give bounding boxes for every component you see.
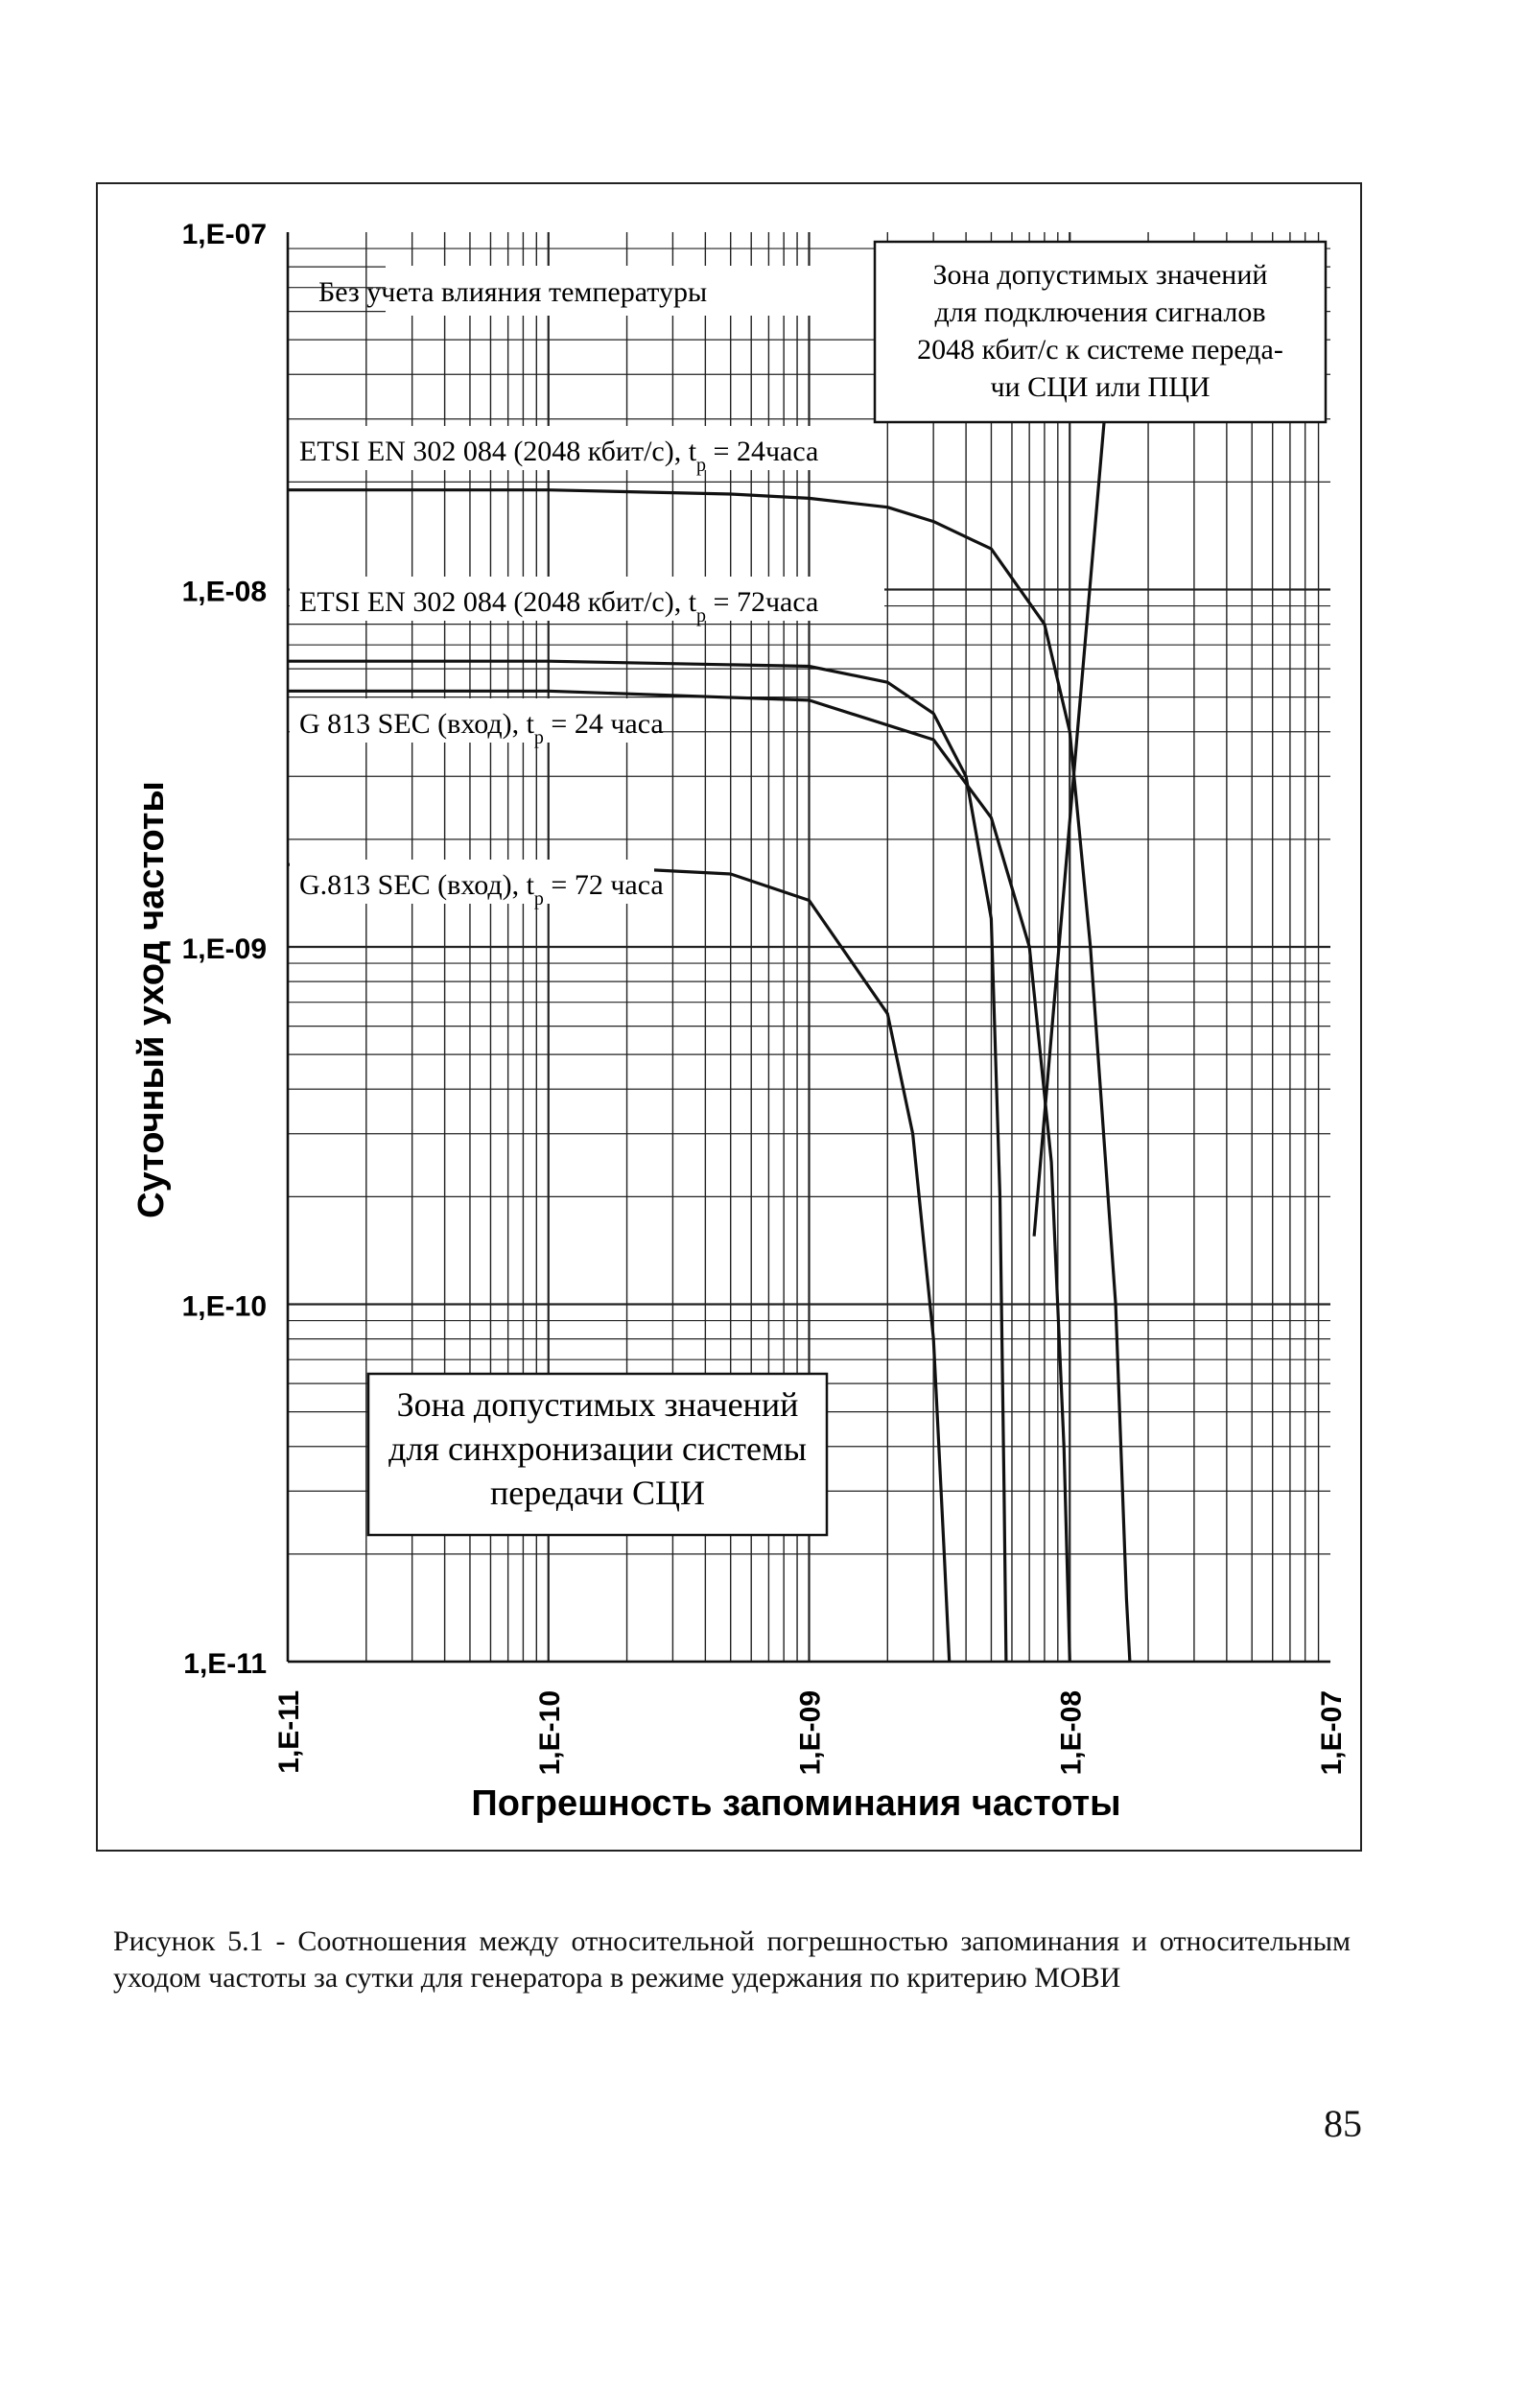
no-temp-note: Без учета влияния температуры <box>318 276 708 308</box>
y-tick-label: 1,E-10 <box>181 1290 267 1323</box>
curve-label: ETSI EN 302 084 (2048 кбит/с), $t_p$ = 24часа <box>299 436 819 476</box>
zone-top-line: Зона допустимых значений <box>932 259 1268 291</box>
y-tick-label: 1,E-08 <box>181 576 267 608</box>
curve-label: ETSI EN 302 084 (2048 кбит/с), $t_p$ = 72часа <box>299 586 819 626</box>
zone-top-line: для подключения сигналов <box>934 296 1266 328</box>
zone-bottom-line: Зона допустимых значений <box>396 1385 799 1424</box>
series-line-4 <box>288 864 950 1662</box>
x-tick-label: 1,E-10 <box>533 1690 566 1776</box>
y-tick-label: 1,E-11 <box>183 1648 267 1680</box>
y-axis-title: Суточный уход частоты <box>131 781 172 1218</box>
x-tick-label: 1,E-11 <box>273 1690 305 1774</box>
figure-caption: Рисунок 5.1 - Соотношения между относительной погрешностью запоминания и относительным уходом частоты за сутки для генератора в режиме удержания по критерию МОВИ <box>113 1925 1351 1994</box>
zone-bottom-line: для синхронизации системы <box>388 1429 807 1468</box>
y-tick-label: 1,E-09 <box>181 933 267 965</box>
x-tick-label: 1,E-08 <box>1055 1690 1088 1776</box>
chart <box>98 184 1360 1850</box>
y-tick-label: 1,E-07 <box>181 219 267 250</box>
page-number: 85 <box>1324 2102 1362 2145</box>
zone-top-line: 2048 кбит/с к системе переда- <box>917 334 1283 366</box>
x-tick-label: 1,E-07 <box>1316 1690 1348 1776</box>
x-tick-label: 1,E-09 <box>794 1690 827 1776</box>
series-line-5 <box>1034 288 1116 1237</box>
x-axis-title: Погрешность запоминания частоты <box>471 1783 1121 1824</box>
figure-frame <box>96 182 1362 1852</box>
zone-bottom-line: передачи СЦИ <box>490 1474 705 1512</box>
curve-labels <box>290 266 884 909</box>
curve-label: G.813 SEC (вход), $t_p = 72$ часа <box>299 869 664 909</box>
curve-label: G 813 SEC (вход), $t_p = 24$ часа <box>299 708 664 748</box>
zone-top-line: чи СЦИ или ПЦИ <box>990 371 1211 403</box>
